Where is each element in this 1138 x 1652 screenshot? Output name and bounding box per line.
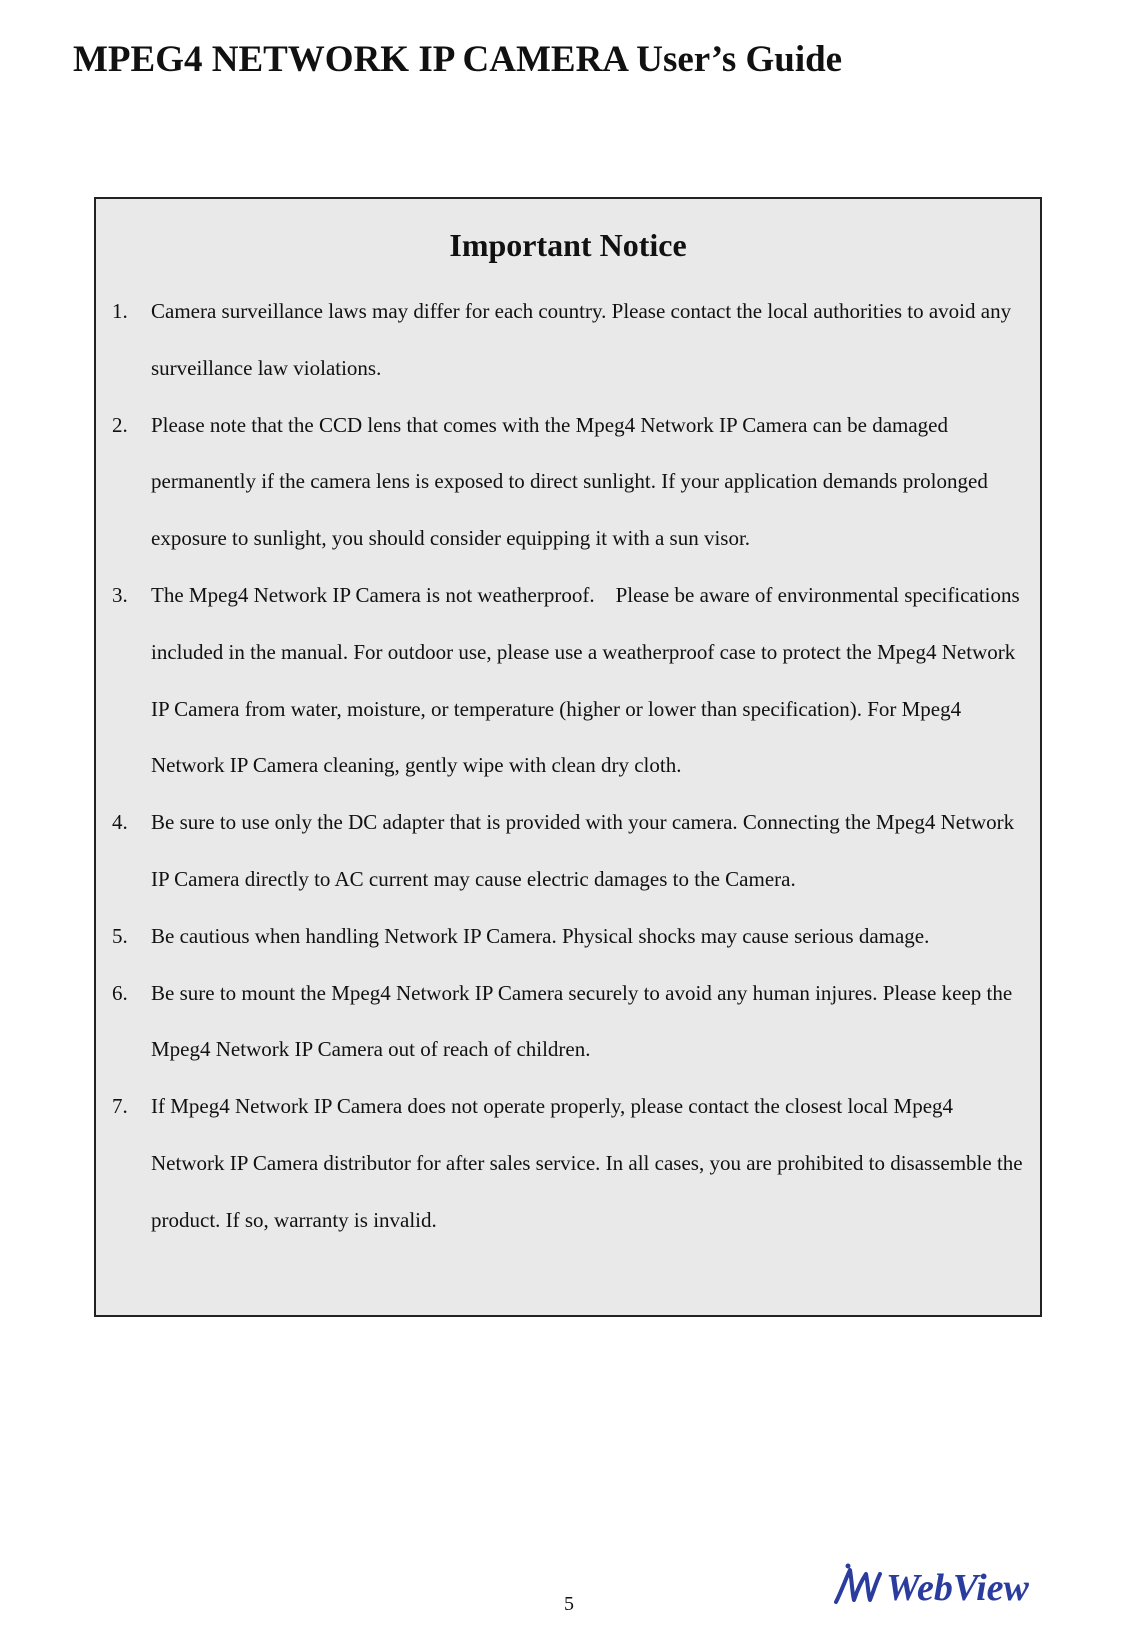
notice-item-number: 2. — [112, 412, 128, 437]
notice-item-1 — [96, 283, 1040, 397]
notice-item-3 — [96, 567, 1040, 794]
notice-item-5 — [96, 908, 1040, 965]
notice-item-number: 3. — [112, 582, 128, 607]
notice-item-number: 7. — [112, 1094, 128, 1119]
important-notice-box — [94, 197, 1042, 1317]
webview-swoosh-icon — [836, 1564, 880, 1603]
notice-item-number: 1. — [112, 299, 128, 323]
notice-item-text: Please note that the CCD lens that comes with the Mpeg4 Network IP Camera can be damaged permanently if the camera lens is exposed to direct sunlight. If your application demands prolonged exposure to sunlight, you should consider equipping it with a sun visor. — [151, 412, 988, 551]
notice-item-text: Be sure to mount the Mpeg4 Network IP Camera securely to avoid any human injures. Please keep the Mpeg4 Network IP Camera out of reach of children. — [151, 980, 1013, 1062]
notice-item-text: Camera surveillance laws may differ for each country. Please contact the local authorities to avoid any surveillance law violations. — [151, 299, 1012, 380]
notice-item-text: Be cautious when handling Network IP Camera. Physical shocks may cause serious damage. — [151, 923, 930, 948]
notice-item-7 — [96, 1078, 1040, 1248]
notice-item-6 — [96, 965, 1040, 1079]
notice-item-text: Be sure to use only the DC adapter that is provided with your camera. Connecting the Mpeg4 Network IP Camera directly to AC current may cause electric damages to the Camera. — [151, 810, 1015, 891]
webview-logo-text: WebView — [886, 1567, 1029, 1609]
notice-item-number: 5. — [112, 923, 128, 948]
notice-heading: Important Notice — [449, 227, 687, 263]
webview-logo — [832, 1560, 1052, 1610]
page-number: 5 — [564, 1593, 574, 1615]
notice-item-text: The Mpeg4 Network IP Camera is not weatherproof. Please be aware of environmental specifications included in the manual. For outdoor use, please use a weatherproof case to protect the Mpeg4 Network IP Camera from water, moisture, or temperature (higher or lower than specification). For Mpeg4 Network IP Camera cleaning, gently wipe with clean dry cloth. — [151, 582, 1020, 778]
document-title: MPEG4 NETWORK IP CAMERA User’s Guide — [73, 39, 843, 80]
notice-item-2 — [96, 397, 1040, 567]
notice-list — [96, 283, 1040, 1249]
notice-item-number: 4. — [112, 810, 128, 835]
notice-item-number: 6. — [112, 980, 128, 1005]
notice-item-4 — [96, 794, 1040, 908]
notice-item-text: If Mpeg4 Network IP Camera does not operate properly, please contact the closest local Mpeg4 Network IP Camera distributor for after sales service. In all cases, you are prohibited to disassemble the product. If so, warranty is invalid. — [151, 1094, 1023, 1232]
